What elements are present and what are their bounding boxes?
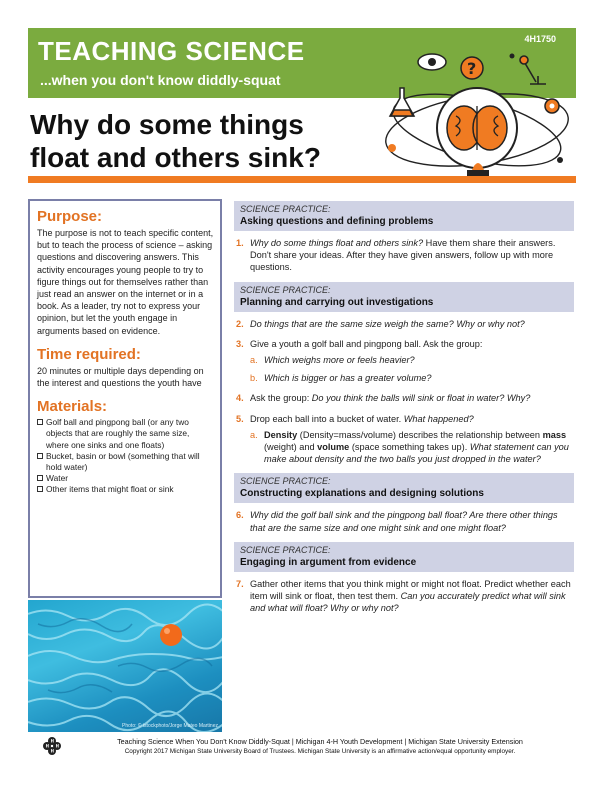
microscope-icon	[520, 56, 546, 84]
svg-text:H: H	[50, 748, 54, 754]
svg-text:H: H	[50, 738, 54, 744]
footer-copyright: Copyright 2017 Michigan State University Board of Trustees. Michigan State University is an affirmative action/equal opportunity employer.	[124, 748, 516, 755]
step-5a: a. Density (Density=mass/volume) describes the relationship between mass (weight) and volume (space something takes up). What statement can you make about density and the two balls you just dropped in the water?	[250, 429, 569, 465]
step-2: 2. Do things that are the same size weigh the same? Why or why not?	[236, 318, 525, 329]
pingpong-ball	[160, 624, 182, 646]
time-heading: Time required:	[37, 345, 141, 363]
step-7: 7. Gather other items that you think might or might not float. Predict whether each item will sink or float, then test them. Can you accurately predict what will sink and what will float? Why or why not?	[236, 578, 571, 614]
practice-title: Asking questions and defining problems	[240, 216, 434, 227]
practice-label: SCIENCE PRACTICE:	[240, 476, 331, 487]
step-4: 4. Ask the group: Do you think the balls will sink or float in water? Why?	[236, 393, 531, 404]
footer-credits: Teaching Science When You Don't Know Diddly-Squat | Michigan 4-H Youth Development | Michigan State University Extension	[117, 737, 523, 746]
checkbox-icon	[37, 486, 43, 492]
list-item: Golf ball and pingpong ball (or any two objects that are roughly the same size, where one sinks and one floats)	[37, 417, 214, 451]
footer	[60, 737, 580, 755]
science-illustration	[372, 48, 582, 188]
page-title: Why do some things float and others sink?	[30, 109, 321, 173]
step-5: 5. Drop each ball into a bucket of water. What happened?	[236, 413, 474, 424]
practice-band	[234, 542, 574, 572]
practice-band	[234, 201, 574, 231]
step-1: 1. Why do some things float and others sink? Have them share their answers. Don't share your ideas. After they have given answers, follow up with more questions.	[236, 238, 556, 273]
checkbox-icon	[37, 453, 43, 459]
step-3: 3. Give a youth a golf ball and pingpong ball. Ask the group:	[236, 338, 483, 349]
svg-text:H: H	[55, 743, 59, 749]
svg-text:?: ?	[467, 59, 477, 78]
checkbox-icon	[37, 475, 43, 481]
gear-icon	[545, 99, 559, 113]
materials-list	[37, 417, 214, 495]
practice-label: SCIENCE PRACTICE:	[240, 284, 331, 295]
four-h-clover-icon	[42, 736, 62, 756]
sidebar-box	[28, 199, 222, 598]
series-subtitle: ...when you don't know diddly-squat	[40, 72, 281, 88]
flask-icon	[390, 88, 414, 116]
purpose-heading: Purpose:	[37, 208, 103, 225]
time-text: 20 minutes or multiple days depending on the interest and questions the youth have	[37, 365, 204, 389]
brain-icon	[437, 88, 517, 168]
svg-text:H: H	[45, 743, 49, 749]
question-mark-icon	[461, 57, 483, 79]
divider	[28, 176, 576, 183]
list-item: Bucket, basin or bowl (something that will hold water)	[37, 451, 214, 473]
series-title: TEACHING SCIENCE	[38, 36, 305, 66]
list-item: Water	[37, 473, 214, 484]
pool-photo	[28, 600, 222, 732]
checkbox-icon	[37, 419, 43, 425]
photo-credit: Photo: © istockphoto/Jorge Mateo Martinez	[122, 723, 218, 729]
publication-code: 4H1750	[524, 34, 556, 44]
activity-steps	[234, 201, 574, 622]
practice-label: SCIENCE PRACTICE:	[240, 204, 331, 214]
practice-label: SCIENCE PRACTICE:	[240, 544, 331, 555]
step-3a: a. Which weighs more or feels heavier?	[250, 355, 415, 366]
step-6: 6. Why did the golf ball sink and the pingpong ball float? Are there other things that are the same size and one might sink and one might float?	[236, 510, 558, 533]
practice-title: Constructing explanations and designing solutions	[240, 488, 484, 500]
list-item: Other items that might float or sink	[37, 484, 214, 495]
practice-band	[234, 282, 574, 312]
eye-icon	[418, 54, 446, 70]
materials-heading: Materials:	[37, 398, 108, 416]
step-3b: b. Which is bigger or has a greater volume?	[250, 373, 432, 384]
practice-title: Engaging in argument from evidence	[240, 556, 417, 568]
purpose-text: The purpose is not to teach specific content, but to teach the process of science – asking questions and discovering answers. This activity encourages young people to try to figure things out for themselves rather than just read an answer on the internet or in a book. As a leader, try not to express your opinion, but let the youth engage in arguments based on evidence.	[37, 228, 214, 336]
practice-title: Planning and carrying out investigations	[240, 296, 434, 308]
practice-band	[234, 473, 574, 503]
water-ripple-image	[28, 600, 222, 732]
